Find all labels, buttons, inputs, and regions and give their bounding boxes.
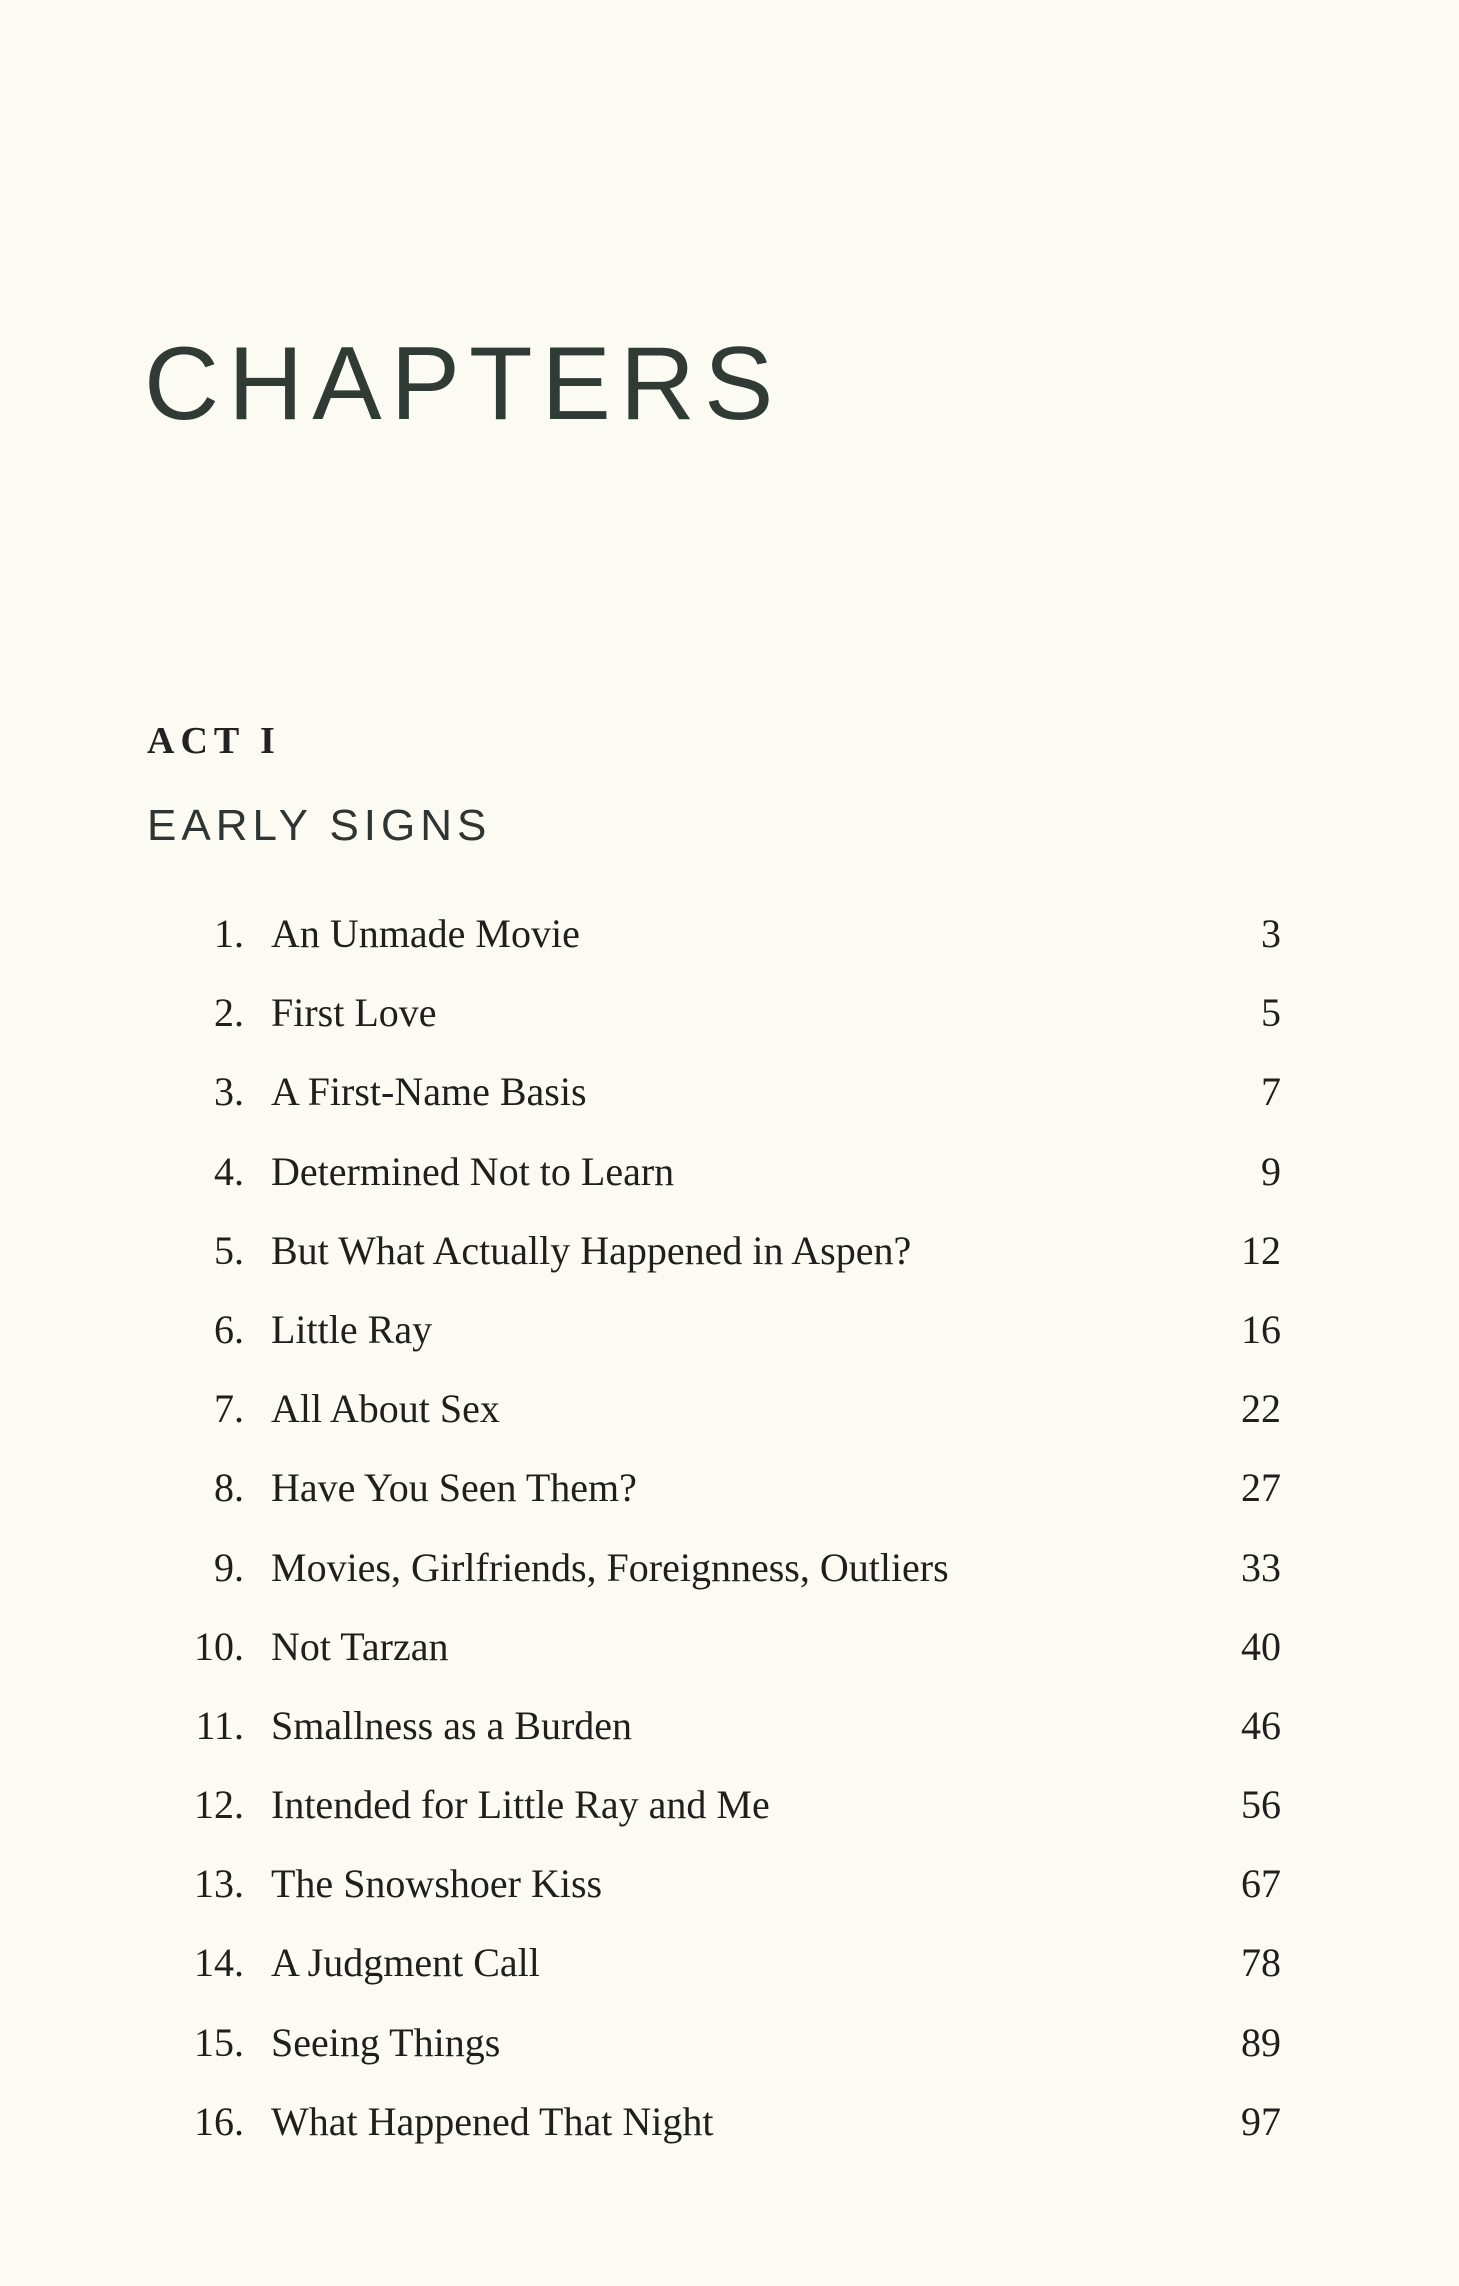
chapter-number: 13. [194, 1861, 244, 1907]
chapter-number: 4. [214, 1148, 244, 1194]
chapter-title: The Snowshoer Kiss [271, 1861, 603, 1907]
chapter-title: All About Sex [271, 1386, 500, 1432]
page-title: CHAPTERS [144, 325, 783, 442]
chapter-number: 3. [214, 1069, 244, 1115]
chapter-title: But What Actually Happened in Aspen? [271, 1227, 912, 1273]
chapter-title: Intended for Little Ray and Me [271, 1782, 770, 1828]
chapter-title: An Unmade Movie [271, 911, 580, 956]
chapter-page: 22 [1241, 1386, 1281, 1432]
act-label: ACT I [147, 720, 281, 762]
chapter-row [0, 1062, 1459, 1141]
chapter-title: Movies, Girlfriends, Foreignness, Outliers [271, 1544, 949, 1590]
chapter-title: A First-Name Basis [271, 1069, 587, 1115]
chapter-row [0, 1142, 1459, 1221]
chapter-row [0, 1221, 1459, 1300]
chapter-page: 9 [1261, 1148, 1281, 1194]
chapter-number: 10. [194, 1623, 244, 1669]
chapter-page: 97 [1241, 2098, 1281, 2144]
chapter-row [0, 1617, 1459, 1696]
chapter-list [0, 904, 1459, 2171]
chapter-row [0, 904, 1459, 983]
chapter-page: 56 [1241, 1782, 1281, 1828]
chapter-page: 27 [1241, 1465, 1281, 1511]
chapter-title: Determined Not to Learn [271, 1148, 675, 1194]
chapter-title: First Love [271, 990, 437, 1036]
chapter-row [0, 1300, 1459, 1379]
chapter-row [0, 1538, 1459, 1617]
chapter-page: 40 [1241, 1623, 1281, 1669]
act-title: EARLY SIGNS [147, 801, 492, 850]
chapter-number: 1. [214, 911, 244, 956]
chapter-number: 12. [194, 1782, 244, 1828]
chapter-page: 89 [1241, 2019, 1281, 2065]
chapter-row [0, 1933, 1459, 2012]
chapter-row [0, 2092, 1459, 2171]
chapter-page: 12 [1241, 1227, 1281, 1273]
chapter-row [0, 1854, 1459, 1933]
chapter-number: 2. [214, 990, 244, 1036]
chapter-row [0, 983, 1459, 1062]
chapter-row [0, 2013, 1459, 2092]
chapter-title: Have You Seen Them? [271, 1465, 637, 1511]
chapter-page: 46 [1241, 1702, 1281, 1748]
chapter-row [0, 1458, 1459, 1537]
chapter-number: 5. [214, 1227, 244, 1273]
chapter-page: 7 [1261, 1069, 1281, 1115]
chapter-row [0, 1379, 1459, 1458]
chapter-page: 67 [1241, 1861, 1281, 1907]
chapter-number: 16. [194, 2098, 244, 2144]
chapter-title: A Judgment Call [271, 1940, 540, 1986]
chapter-title: Not Tarzan [271, 1623, 449, 1669]
chapter-page: 78 [1241, 1940, 1281, 1986]
chapter-page: 5 [1261, 990, 1281, 1036]
chapter-number: 9. [214, 1544, 244, 1590]
chapter-title: Little Ray [271, 1306, 433, 1352]
chapter-number: 15. [194, 2019, 244, 2065]
chapter-title: Seeing Things [271, 2019, 501, 2065]
chapter-row [0, 1775, 1459, 1854]
chapter-row [0, 1696, 1459, 1775]
chapter-number: 6. [214, 1306, 244, 1352]
chapter-page: 3 [1261, 911, 1281, 956]
chapter-number: 14. [194, 1940, 244, 1986]
chapter-title: What Happened That Night [271, 2098, 714, 2144]
chapter-page: 16 [1241, 1306, 1281, 1352]
chapter-title: Smallness as a Burden [271, 1702, 633, 1748]
chapter-number: 7. [214, 1386, 244, 1432]
chapter-page: 33 [1241, 1544, 1281, 1590]
chapter-number: 11. [195, 1702, 244, 1748]
chapter-number: 8. [214, 1465, 244, 1511]
